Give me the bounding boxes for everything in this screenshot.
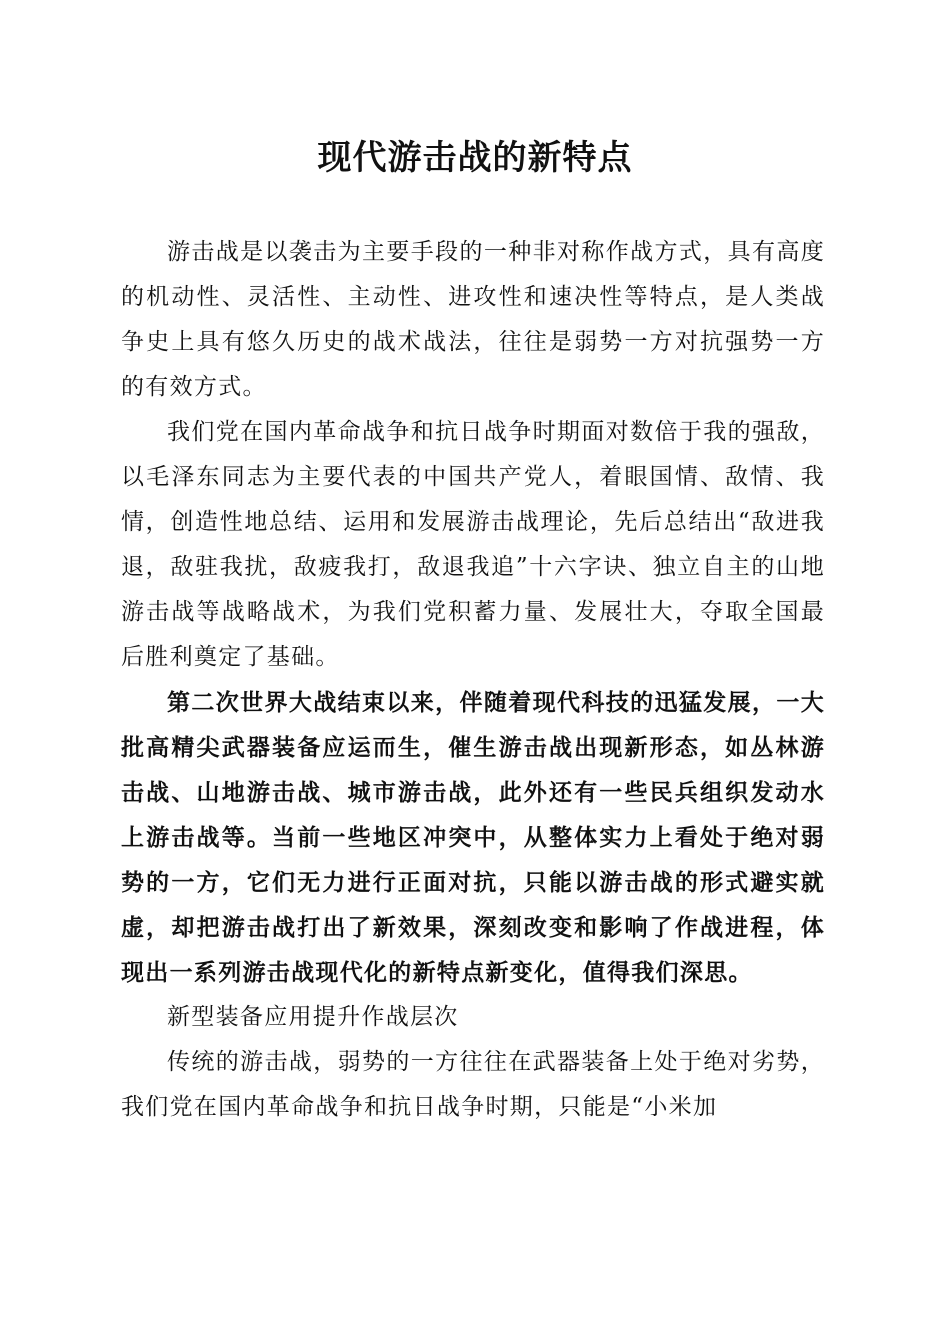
paragraph-traditional: 传统的游击战，弱势的一方往往在武器装备上处于绝对劣势，我们党在国内革命战争和抗日战争时期，只能是“小米加 [121,1049,825,1120]
document-body [121,230,825,1130]
document-title: 现代游击战的新特点 [317,138,633,178]
paragraph-history: 我们党在国内革命战争和抗日战争时期面对数倍于我的强敌，以毛泽东同志为主要代表的中国共产党人，着眼国情、敌情、我情，创造性地总结、运用和发展游击战理论，先后总结出“敌进我退，敌驻我扰，敌疲我打，敌退我追”十六字诀、独立自主的山地游击战等战略战术，为我们党积蓄力量、发展壮大，夺取全国最后胜利奠定了基础。 [121,419,825,670]
paragraph-postwar: 第二次世界大战结束以来，伴随着现代科技的迅猛发展，一大批高精尖武器装备应运而生，催生游击战出现新形态，如丛林游击战、山地游击战、城市游击战，此外还有一些民兵组织发动水上游击战等。当前一些地区冲突中，从整体实力上看处于绝对弱势的一方，它们无力进行正面对抗，只能以游击战的形式避实就虚，却把游击战打出了新效果，深刻改变和影响了作战进程，体现出一系列游击战现代化的新特点新变化，值得我们深思。 [121,689,825,986]
paragraph-intro: 游击战是以袭击为主要手段的一种非对称作战方式，具有高度的机动性、灵活性、主动性、进攻性和速决性等特点，是人类战争史上具有悠久历史的战术战法，往往是弱势一方对抗强势一方的有效方式。 [121,239,825,400]
section-heading: 新型装备应用提升作战层次 [167,1004,459,1030]
